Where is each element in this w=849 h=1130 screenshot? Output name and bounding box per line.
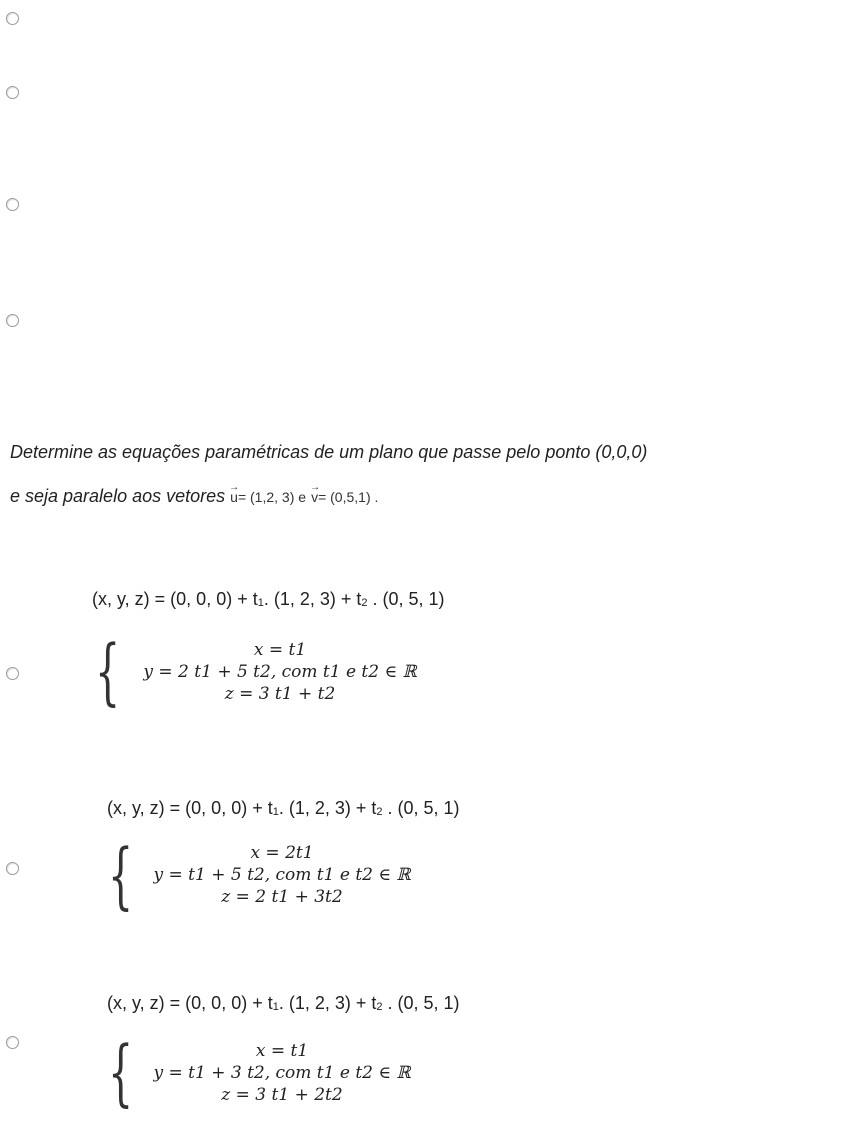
parametric-system — [112, 1040, 452, 1106]
left-brace: { — [108, 1030, 134, 1114]
equation-y: y = t1 + 3 t2, com t1 e t2 ∈ ℝ — [153, 1063, 411, 1083]
option-b-radio[interactable] — [6, 86, 19, 99]
equation-y: y = t1 + 5 t2, com t1 e t2 ∈ ℝ — [153, 865, 411, 885]
connector-text: e — [298, 489, 307, 505]
question-line-1: Determine as equações paramétricas de um plano que passe pelo ponto (0,0,0) — [10, 442, 648, 462]
answer-3-radio[interactable] — [6, 1036, 19, 1049]
answer-2-radio[interactable] — [6, 862, 19, 875]
option-c-radio[interactable] — [6, 198, 19, 211]
left-brace: { — [108, 833, 134, 917]
vector-u-value: = (1,2, 3) — [237, 489, 295, 505]
left-brace: { — [95, 629, 121, 713]
vector-equation: (x, y, z) = (0, 0, $0) + t_1$. (1, 2, $3) + t_2$ . (0, 5, 1) — [107, 798, 460, 818]
equation-x: x = t1 — [255, 1041, 309, 1061]
vector-v — [311, 489, 378, 505]
answer-option — [0, 990, 849, 1130]
vector-v-label: → v — [311, 489, 318, 505]
vector-equation: (x, y, z) = (0, 0, $0) + t_1$. (1, 2, $3) + t_2$ . (0, 5, 1) — [92, 589, 445, 609]
answer-option — [0, 795, 849, 935]
answer-1-radio[interactable] — [6, 667, 19, 680]
option-a-radio[interactable] — [6, 12, 19, 25]
vector-u — [230, 489, 298, 505]
equation-z: z = 3 t1 + t2 — [224, 684, 336, 704]
question-line-2-prefix: e seja paralelo aos vetores — [10, 486, 226, 506]
vector-u-label: → u — [230, 489, 238, 505]
answer-option — [0, 585, 849, 725]
parametric-system — [112, 842, 452, 908]
equation-x: x = t1 — [253, 640, 307, 660]
equation-x: x = 2t1 — [250, 843, 314, 863]
equation-z: z = 2 t1 + 3t2 — [221, 887, 343, 907]
question-line-2 — [10, 486, 378, 507]
parametric-system — [110, 639, 450, 705]
option-d-radio[interactable] — [6, 314, 19, 327]
equation-z: z = 3 t1 + 2t2 — [221, 1085, 343, 1105]
vector-v-value: = (0,5,1) . — [318, 489, 379, 505]
vector-equation: (x, y, z) = (0, 0, $0) + t_1$. (1, 2, $3) + t_2$ . (0, 5, 1) — [107, 993, 460, 1013]
equation-y: y = 2 t1 + 5 t2, com t1 e t2 ∈ ℝ — [143, 662, 417, 682]
